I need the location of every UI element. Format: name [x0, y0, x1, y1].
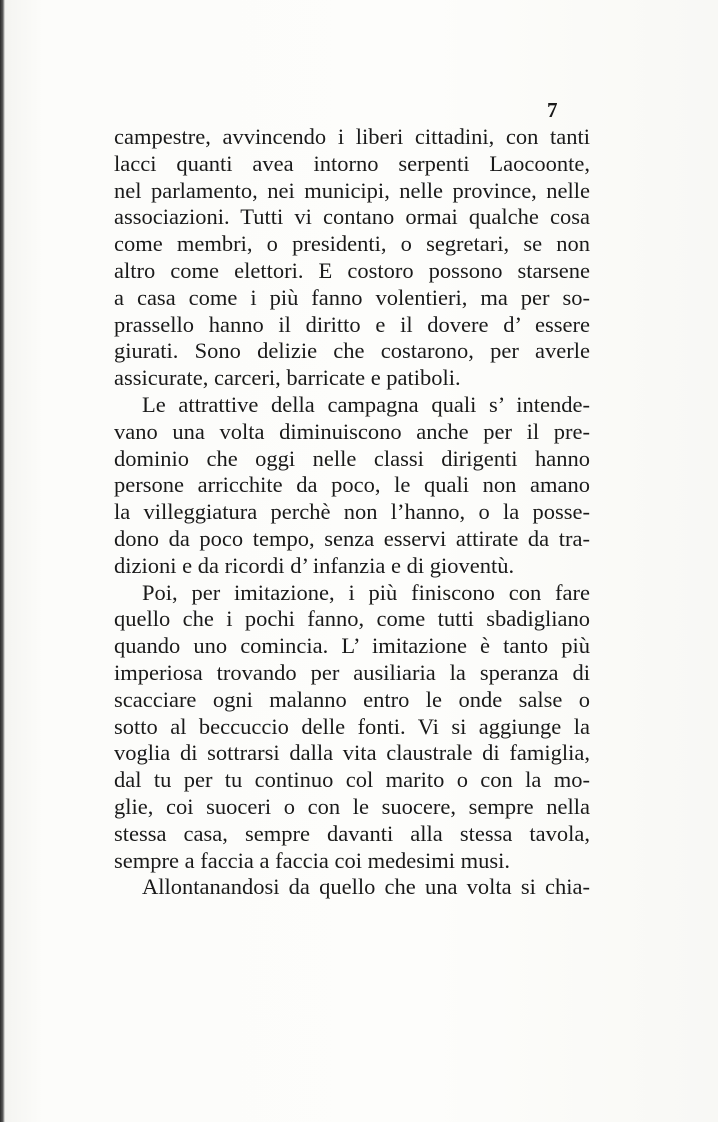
text-line: imperiosa trovando per ausiliaria la speranza di: [114, 659, 590, 685]
text-line: assicurate, carceri, barricate e patiboli.: [114, 365, 461, 391]
text-line: Allontanandosi da quello che una volta si chia-: [142, 874, 590, 900]
text-line: a casa come i più fanno volentieri, ma per so-: [114, 284, 590, 310]
text-line: quello che i pochi fanno, come tutti sbadigliano: [114, 606, 590, 632]
page-number: 7: [547, 98, 558, 122]
text-line: la villeggiatura perchè non l’hanno, o la posse-: [114, 499, 590, 525]
text-line: quando uno comincia. L’ imitazione è tanto più: [114, 633, 590, 659]
text-line: scacciare ogni malanno entro le onde salse o: [114, 686, 590, 712]
text-line: persone arricchite da poco, le quali non amano: [114, 472, 590, 498]
text-line: dizioni e da ricordi d’ infanzia e di gioventù.: [114, 552, 515, 578]
text-line: come membri, o presidenti, o segretari, se non: [114, 231, 590, 257]
text-line: Poi, per imitazione, i più finiscono con fare: [142, 579, 590, 605]
text-line: associazioni. Tutti vi contano ormai qualche cosa: [114, 204, 590, 230]
text-line: sotto al beccuccio delle fonti. Vi si aggiunge la: [114, 713, 590, 739]
text-line: dono da poco tempo, senza esservi attirate da tra-: [114, 525, 590, 551]
page-binding-edge: [0, 0, 5, 1122]
text-line: stessa casa, sempre davanti alla stessa tavola,: [114, 820, 590, 846]
body-text: [114, 124, 590, 901]
text-line: dominio che oggi nelle classi dirigenti hanno: [114, 445, 590, 471]
text-line: nel parlamento, nei municipi, nelle province, nelle: [114, 177, 590, 203]
text-line: campestre, avvincendo i liberi cittadini, con tanti: [114, 124, 590, 149]
text-line: dal tu per tu continuo col marito o con la mo-: [114, 767, 590, 793]
text-line: Le attrattive della campagna quali s’ intende-: [142, 391, 590, 417]
text-line: altro come elettori. E costoro possono starsene: [114, 257, 590, 283]
text-line: voglia di sottrarsi dalla vita claustrale di famiglia,: [114, 740, 590, 766]
text-line: glie, coi suoceri o con le suocere, sempre nella: [114, 793, 590, 819]
text-line: vano una volta diminuiscono anche per il pre-: [114, 418, 590, 444]
text-line: prassello hanno il diritto e il dovere d’ essere: [114, 311, 590, 337]
text-line: giurati. Sono delizie che costarono, per averle: [114, 338, 590, 364]
text-line: lacci quanti avea intorno serpenti Laocoonte,: [114, 150, 590, 176]
text-line: sempre a faccia a faccia coi medesimi musi.: [114, 847, 511, 873]
